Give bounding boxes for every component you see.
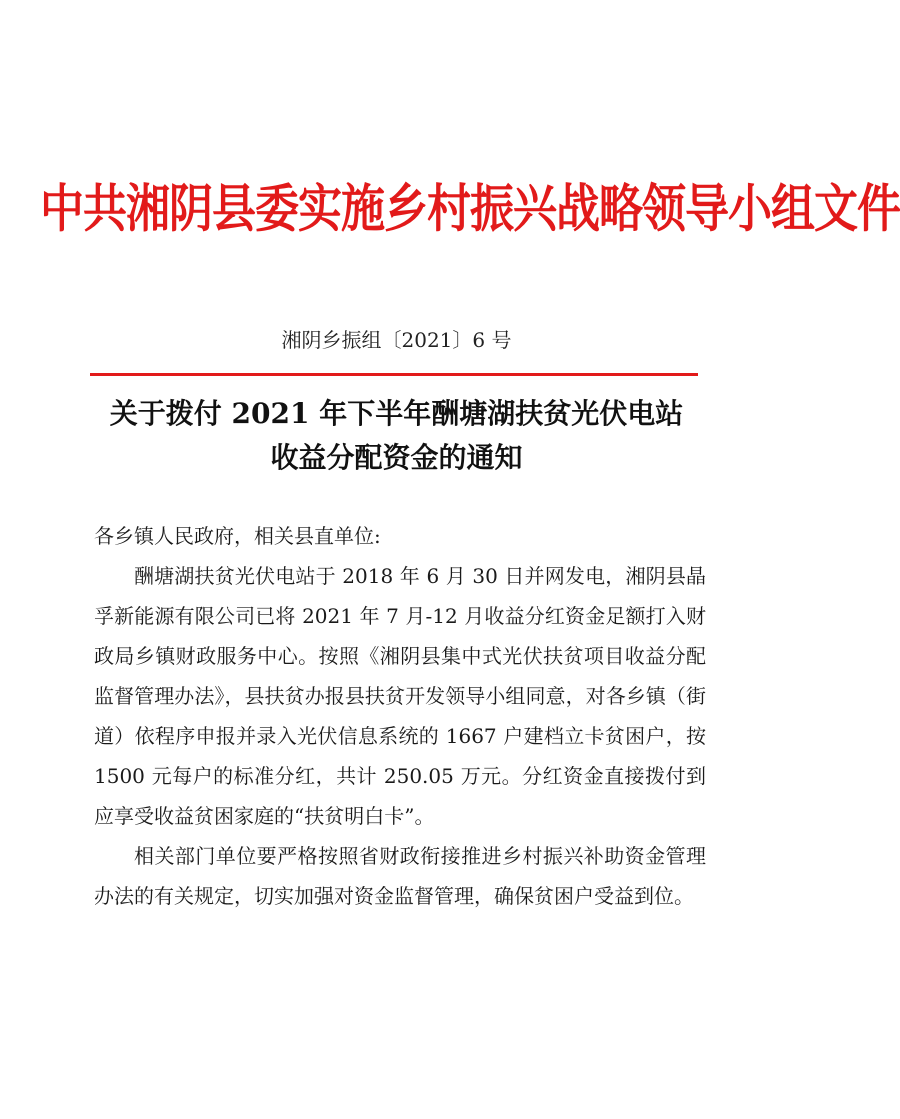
- body-paragraph-1: 酬塘湖扶贫光伏电站于 2018 年 6 月 30 日并网发电，湘阴县晶孚新能源有限公司已将 2021 年 7 月-12 月收益分红资金足额打入财政局乡镇财政服务中心。按照《湘阴县集中式光伏扶贫项目收益分配监督管理办法》，县扶贫办报县扶贫开发领导小组同意，对各乡镇（街道）依程序申报并录入光伏信息系统的 1667 户建档立卡贫困户，按 1500 元每户的标准分红，共计 250.05 万元。分红资金直接拨付到应享受收益贫困家庭的“扶贫明白卡”。: [94, 564, 706, 828]
- issuing-authority-header: 中共湘阴县委实施乡村振兴战略领导小组文件: [40, 179, 900, 240]
- document-number: 湘阴乡振组〔2021〕6 号: [281, 328, 512, 352]
- document-body: [94, 516, 706, 916]
- notice-title-line-2: 收益分配资金的通知: [270, 441, 523, 474]
- notice-title-line-1: 关于拨付 2021 年下半年酬塘湖扶贫光伏电站: [109, 397, 684, 430]
- notice-title: [60, 392, 733, 480]
- body-paragraph-2: 相关部门单位要严格按照省财政衔接推进乡村振兴补助资金管理办法的有关规定，切实加强对资金监督管理，确保贫困户受益到位。: [94, 844, 706, 908]
- red-divider-line: [90, 373, 698, 376]
- salutation: 各乡镇人民政府，相关县直单位:: [94, 524, 381, 548]
